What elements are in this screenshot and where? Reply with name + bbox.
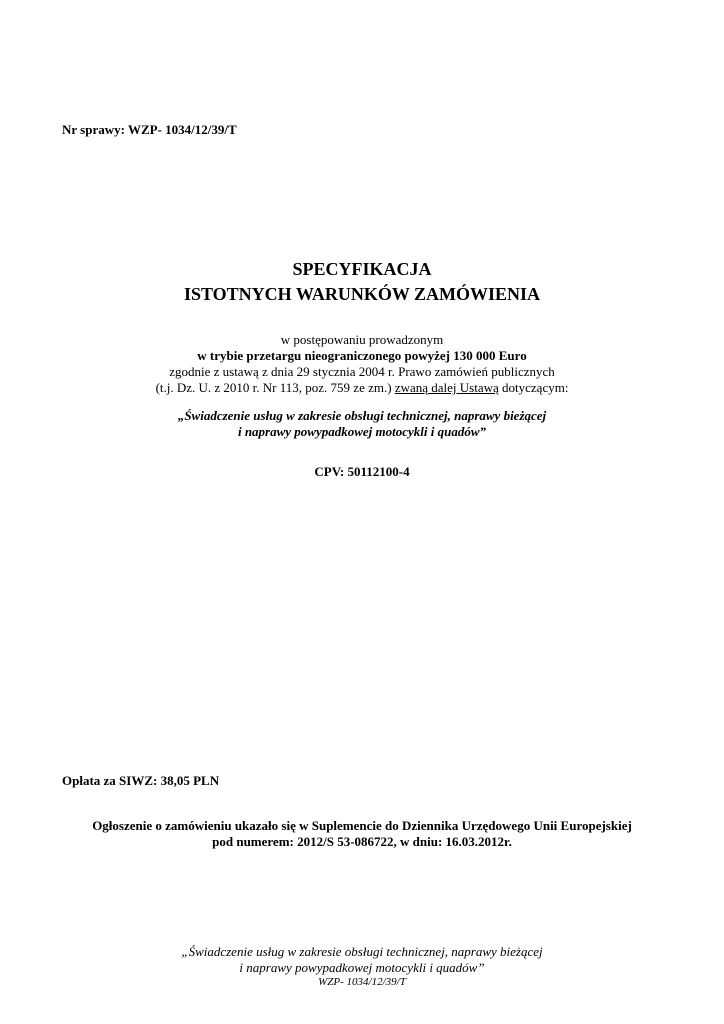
footer-line-2: i naprawy powypadkowej motocykli i quadów” xyxy=(239,960,485,975)
intro-line-1: w postępowaniu prowadzonym xyxy=(280,332,444,347)
order-subject xyxy=(0,408,724,440)
procedure-intro xyxy=(0,332,724,396)
footer-line-1: „Świadczenie usług w zakresie obsługi technicznej, naprawy bieżącej xyxy=(181,944,543,959)
intro-line-2: w trybie przetargu nieograniczonego powyżej 130 000 Euro xyxy=(197,348,527,363)
cpv-code: CPV: 50112100-4 xyxy=(314,464,410,479)
subject-line-2: i naprawy powypadkowej motocykli i quadów” xyxy=(237,424,487,439)
title-line-1: SPECYFIKACJA xyxy=(292,259,432,279)
intro-line-4-underlined: zwaną dalej Ustawą xyxy=(394,380,499,395)
intro-line-4-start: (t.j. Dz. U. z 2010 r. Nr 113, poz. 759 ze zm.) xyxy=(155,380,395,395)
siwz-fee: Opłata za SIWZ: 38,05 PLN xyxy=(62,773,220,788)
intro-line-4 xyxy=(0,380,724,396)
document-title xyxy=(0,257,724,307)
case-number: Nr sprawy: WZP- 1034/12/39/T xyxy=(62,122,237,137)
title-line-2: ISTOTNYCH WARUNKÓW ZAMÓWIENIA xyxy=(183,284,541,304)
publication-notice xyxy=(0,818,724,850)
footer-case-number: WZP- 1034/12/39/T xyxy=(318,976,406,988)
page-footer xyxy=(0,944,724,989)
subject-line-1: „Świadczenie usług w zakresie obsługi technicznej, naprawy bieżącej xyxy=(177,408,547,423)
intro-line-4-end: dotyczącym: xyxy=(498,380,569,395)
intro-line-3: zgodnie z ustawą z dnia 29 stycznia 2004 r. Prawo zamówień publicznych xyxy=(169,364,555,379)
notice-line-2: pod numerem: 2012/S 53-086722, w dniu: 16.03.2012r. xyxy=(212,834,512,849)
notice-line-1: Ogłoszenie o zamówieniu ukazało się w Suplemencie do Dziennika Urzędowego Unii Europejskiej xyxy=(92,818,632,833)
